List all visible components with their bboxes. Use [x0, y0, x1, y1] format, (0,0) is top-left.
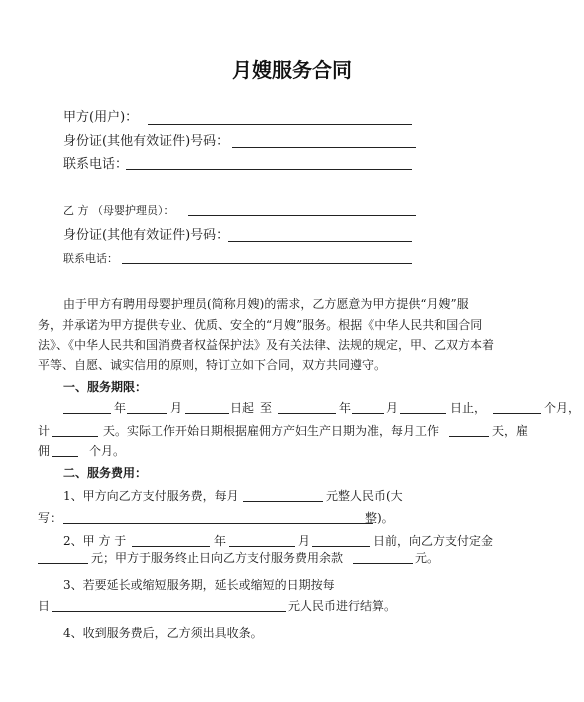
- fee-item-1-written-label: 写：: [38, 511, 63, 525]
- fee-item-1-unit: 元整人民币(大: [326, 489, 403, 503]
- end-year-field[interactable]: [278, 413, 336, 414]
- party-b-name-field[interactable]: [188, 215, 416, 216]
- party-b-phone-field[interactable]: [122, 263, 412, 264]
- fee-item-3-day: 日: [38, 599, 51, 613]
- fee-item-4-text: 4、收到服务费后，乙方须出具收条。: [63, 626, 263, 640]
- extension-rate-field[interactable]: [52, 611, 286, 612]
- deposit-year-field[interactable]: [132, 546, 210, 547]
- deposit-month-field[interactable]: [229, 546, 295, 547]
- end-year-label: 年: [339, 401, 352, 415]
- total-days-text: 天。实际工作开始日期根据雇佣方产妇生产日期为准，每月工作: [103, 424, 440, 438]
- start-year-field[interactable]: [63, 413, 111, 414]
- page-title: 月嫂服务合同: [232, 58, 352, 82]
- section-2-heading: 二、服务费用：: [63, 466, 148, 480]
- months-label: 个月，: [544, 401, 581, 415]
- balance-unit: 元。: [415, 551, 440, 565]
- work-days-field[interactable]: [449, 436, 489, 437]
- monthly-fee-field[interactable]: [243, 501, 323, 502]
- end-day-label: 日止，: [450, 401, 487, 415]
- balance-text: 元；甲方于服务终止日向乙方支付服务费用余款: [91, 551, 344, 565]
- deposit-text: 日前，向乙方支付定金: [373, 534, 494, 548]
- party-a-phone-label: 联系电话：: [63, 157, 129, 172]
- intro-line-4: 平等、自愿、诚实信用的原则，特订立如下合同，双方共同遵守。: [38, 358, 387, 372]
- start-month-label: 月: [170, 401, 183, 415]
- party-b-id-field[interactable]: [228, 241, 412, 242]
- section-1-heading: 一、服务期限：: [63, 380, 148, 394]
- total-days-prefix: 计: [38, 424, 51, 438]
- total-days-field[interactable]: [52, 436, 98, 437]
- hire-months-suffix: 个月。: [89, 444, 126, 458]
- party-a-name-label: 甲方(用户)：: [63, 110, 139, 125]
- fee-item-3-end: 元人民币进行结算。: [288, 599, 397, 613]
- fee-written-field[interactable]: [63, 523, 373, 524]
- end-month-label: 月: [386, 401, 399, 415]
- balance-amount-field[interactable]: [353, 563, 413, 564]
- intro-line-1: 由于甲方有聘用母婴护理员(简称月嫂)的需求，乙方愿意为甲方提供“月嫂”服: [63, 297, 469, 311]
- fee-item-1-text: 1、甲方向乙方支付服务费，每月: [63, 489, 239, 503]
- deposit-day-field[interactable]: [312, 546, 370, 547]
- to-label: 至: [260, 401, 273, 415]
- months-field[interactable]: [493, 413, 541, 414]
- end-month-field[interactable]: [352, 413, 384, 414]
- party-a-name-field[interactable]: [148, 124, 412, 125]
- party-b-name-label: 乙 方 （母婴护理员）：: [63, 204, 175, 217]
- hire-prefix: 佣: [38, 444, 51, 458]
- hire-months-field[interactable]: [52, 456, 78, 457]
- deposit-month-label: 月: [298, 534, 311, 548]
- start-year-label: 年: [114, 401, 127, 415]
- party-a-id-field[interactable]: [232, 147, 416, 148]
- start-day-field[interactable]: [185, 413, 229, 414]
- fee-item-1-end: 整)。: [365, 511, 394, 525]
- party-b-id-label: 身份证(其他有效证件)号码：: [63, 228, 230, 243]
- party-a-id-label: 身份证(其他有效证件)号码：: [63, 134, 230, 149]
- fee-item-2-text: 2、甲 方 于: [63, 534, 127, 548]
- intro-line-2: 务，并承诺为甲方提供专业、优质、安全的“月嫂”服务。根据《中华人民共和国合同: [38, 318, 483, 332]
- fee-item-3-text: 3、若要延长或缩短服务期，延长或缩短的日期按每: [63, 578, 335, 592]
- start-month-field[interactable]: [127, 413, 167, 414]
- end-day-field[interactable]: [400, 413, 446, 414]
- party-a-phone-field[interactable]: [126, 169, 412, 170]
- party-b-phone-label: 联系电话：: [63, 252, 118, 265]
- deposit-year-label: 年: [214, 534, 227, 548]
- work-days-suffix: 天，雇: [492, 424, 529, 438]
- intro-line-3: 法》、《中华人民共和国消费者权益保护法》及有关法律、法规的规定，甲、乙双方本着: [38, 338, 495, 352]
- start-day-label: 日起: [230, 401, 255, 415]
- deposit-amount-field[interactable]: [38, 563, 88, 564]
